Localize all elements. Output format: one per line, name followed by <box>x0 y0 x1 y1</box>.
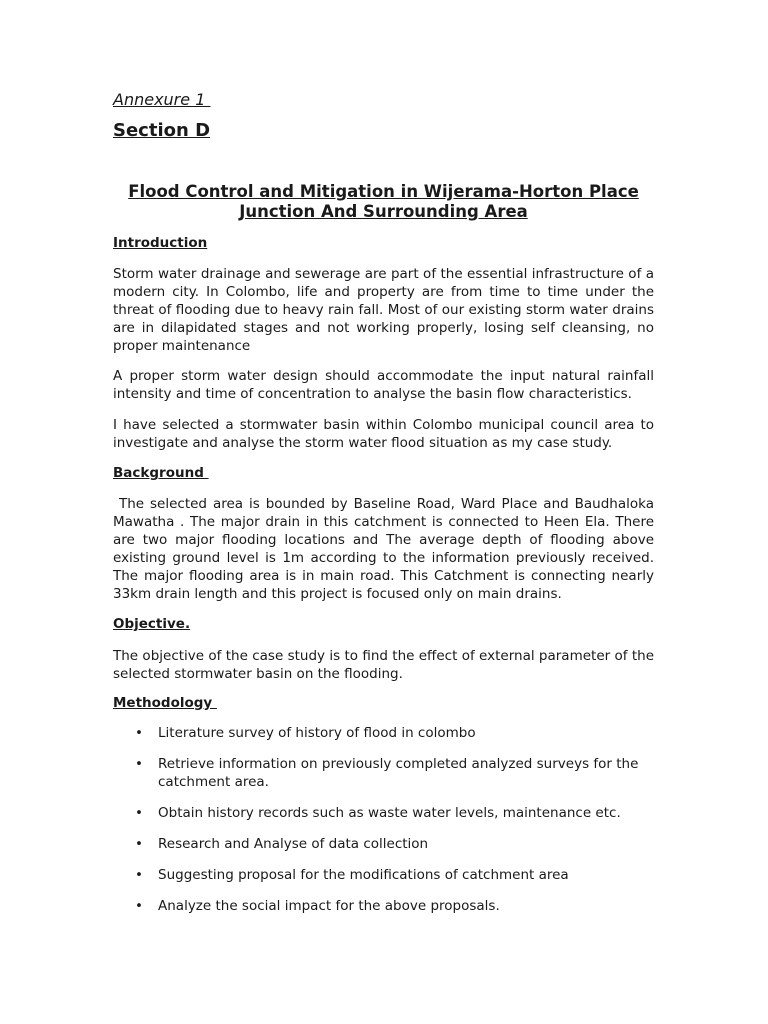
methodology-heading: Methodology <box>113 695 217 711</box>
bullet-icon: • <box>135 867 143 883</box>
section-label: Section D <box>113 120 211 141</box>
list-item-text: Retrieve information on previously completed analyzed surveys for the catchment area. <box>158 756 639 790</box>
introduction-paragraph-2: A proper storm water design should accommodate the input natural rainfall intensity and time of concentration to analyse the basin flow characteristics. <box>113 368 654 402</box>
methodology-list <box>113 724 654 928</box>
list-item <box>113 897 654 915</box>
list-item-text: Suggesting proposal for the modifications of catchment area <box>158 867 569 883</box>
annexure-label: Annexure 1 <box>113 90 211 109</box>
list-item <box>113 835 654 853</box>
introduction-paragraph-3: I have selected a stormwater basin within Colombo municipal council area to investigate and analyse the storm water flood situation as my case study. <box>113 417 654 451</box>
introduction-heading: Introduction <box>113 235 208 251</box>
list-item <box>113 804 654 822</box>
background-paragraph: The selected area is bounded by Baseline Road, Ward Place and Baudhaloka Mawatha . The major drain in this catchment is connected to Heen Ela. There are two major flooding locations and The average depth of flooding above existing ground level is 1m according to the information previously received. The major flooding area is in main road. This Catchment is connecting nearly 33km drain length and this project is focused only on main drains. <box>113 496 659 602</box>
objective-paragraph: The objective of the case study is to find the effect of external parameter of the selected stormwater basin on the flooding. <box>113 648 654 682</box>
bullet-icon: • <box>135 805 143 821</box>
list-item <box>113 724 654 742</box>
list-item-text: Analyze the social impact for the above proposals. <box>158 898 500 914</box>
bullet-icon: • <box>135 836 143 852</box>
list-item-text: Obtain history records such as waste water levels, maintenance etc. <box>158 805 621 821</box>
bullet-icon: • <box>135 898 143 914</box>
list-item <box>113 866 654 884</box>
introduction-paragraph-1: Storm water drainage and sewerage are part of the essential infrastructure of a modern city. In Colombo, life and property are from time to time under the threat of flooding due to heavy rain fall. Most of our existing storm water drains are in dilapidated stages and not working properly, losing self cleansing, no proper maintenance <box>113 266 654 354</box>
bullet-icon: • <box>135 725 143 741</box>
list-item-text: Literature survey of history of flood in colombo <box>158 725 476 741</box>
list-item-text: Research and Analyse of data collection <box>158 836 429 852</box>
background-heading: Background <box>113 465 209 481</box>
document-title: Flood Control and Mitigation in Wijerama-Horton Place Junction And Surrounding Area <box>128 182 639 221</box>
bullet-icon: • <box>135 756 143 772</box>
objective-heading: Objective. <box>113 616 191 632</box>
list-item <box>113 755 654 791</box>
